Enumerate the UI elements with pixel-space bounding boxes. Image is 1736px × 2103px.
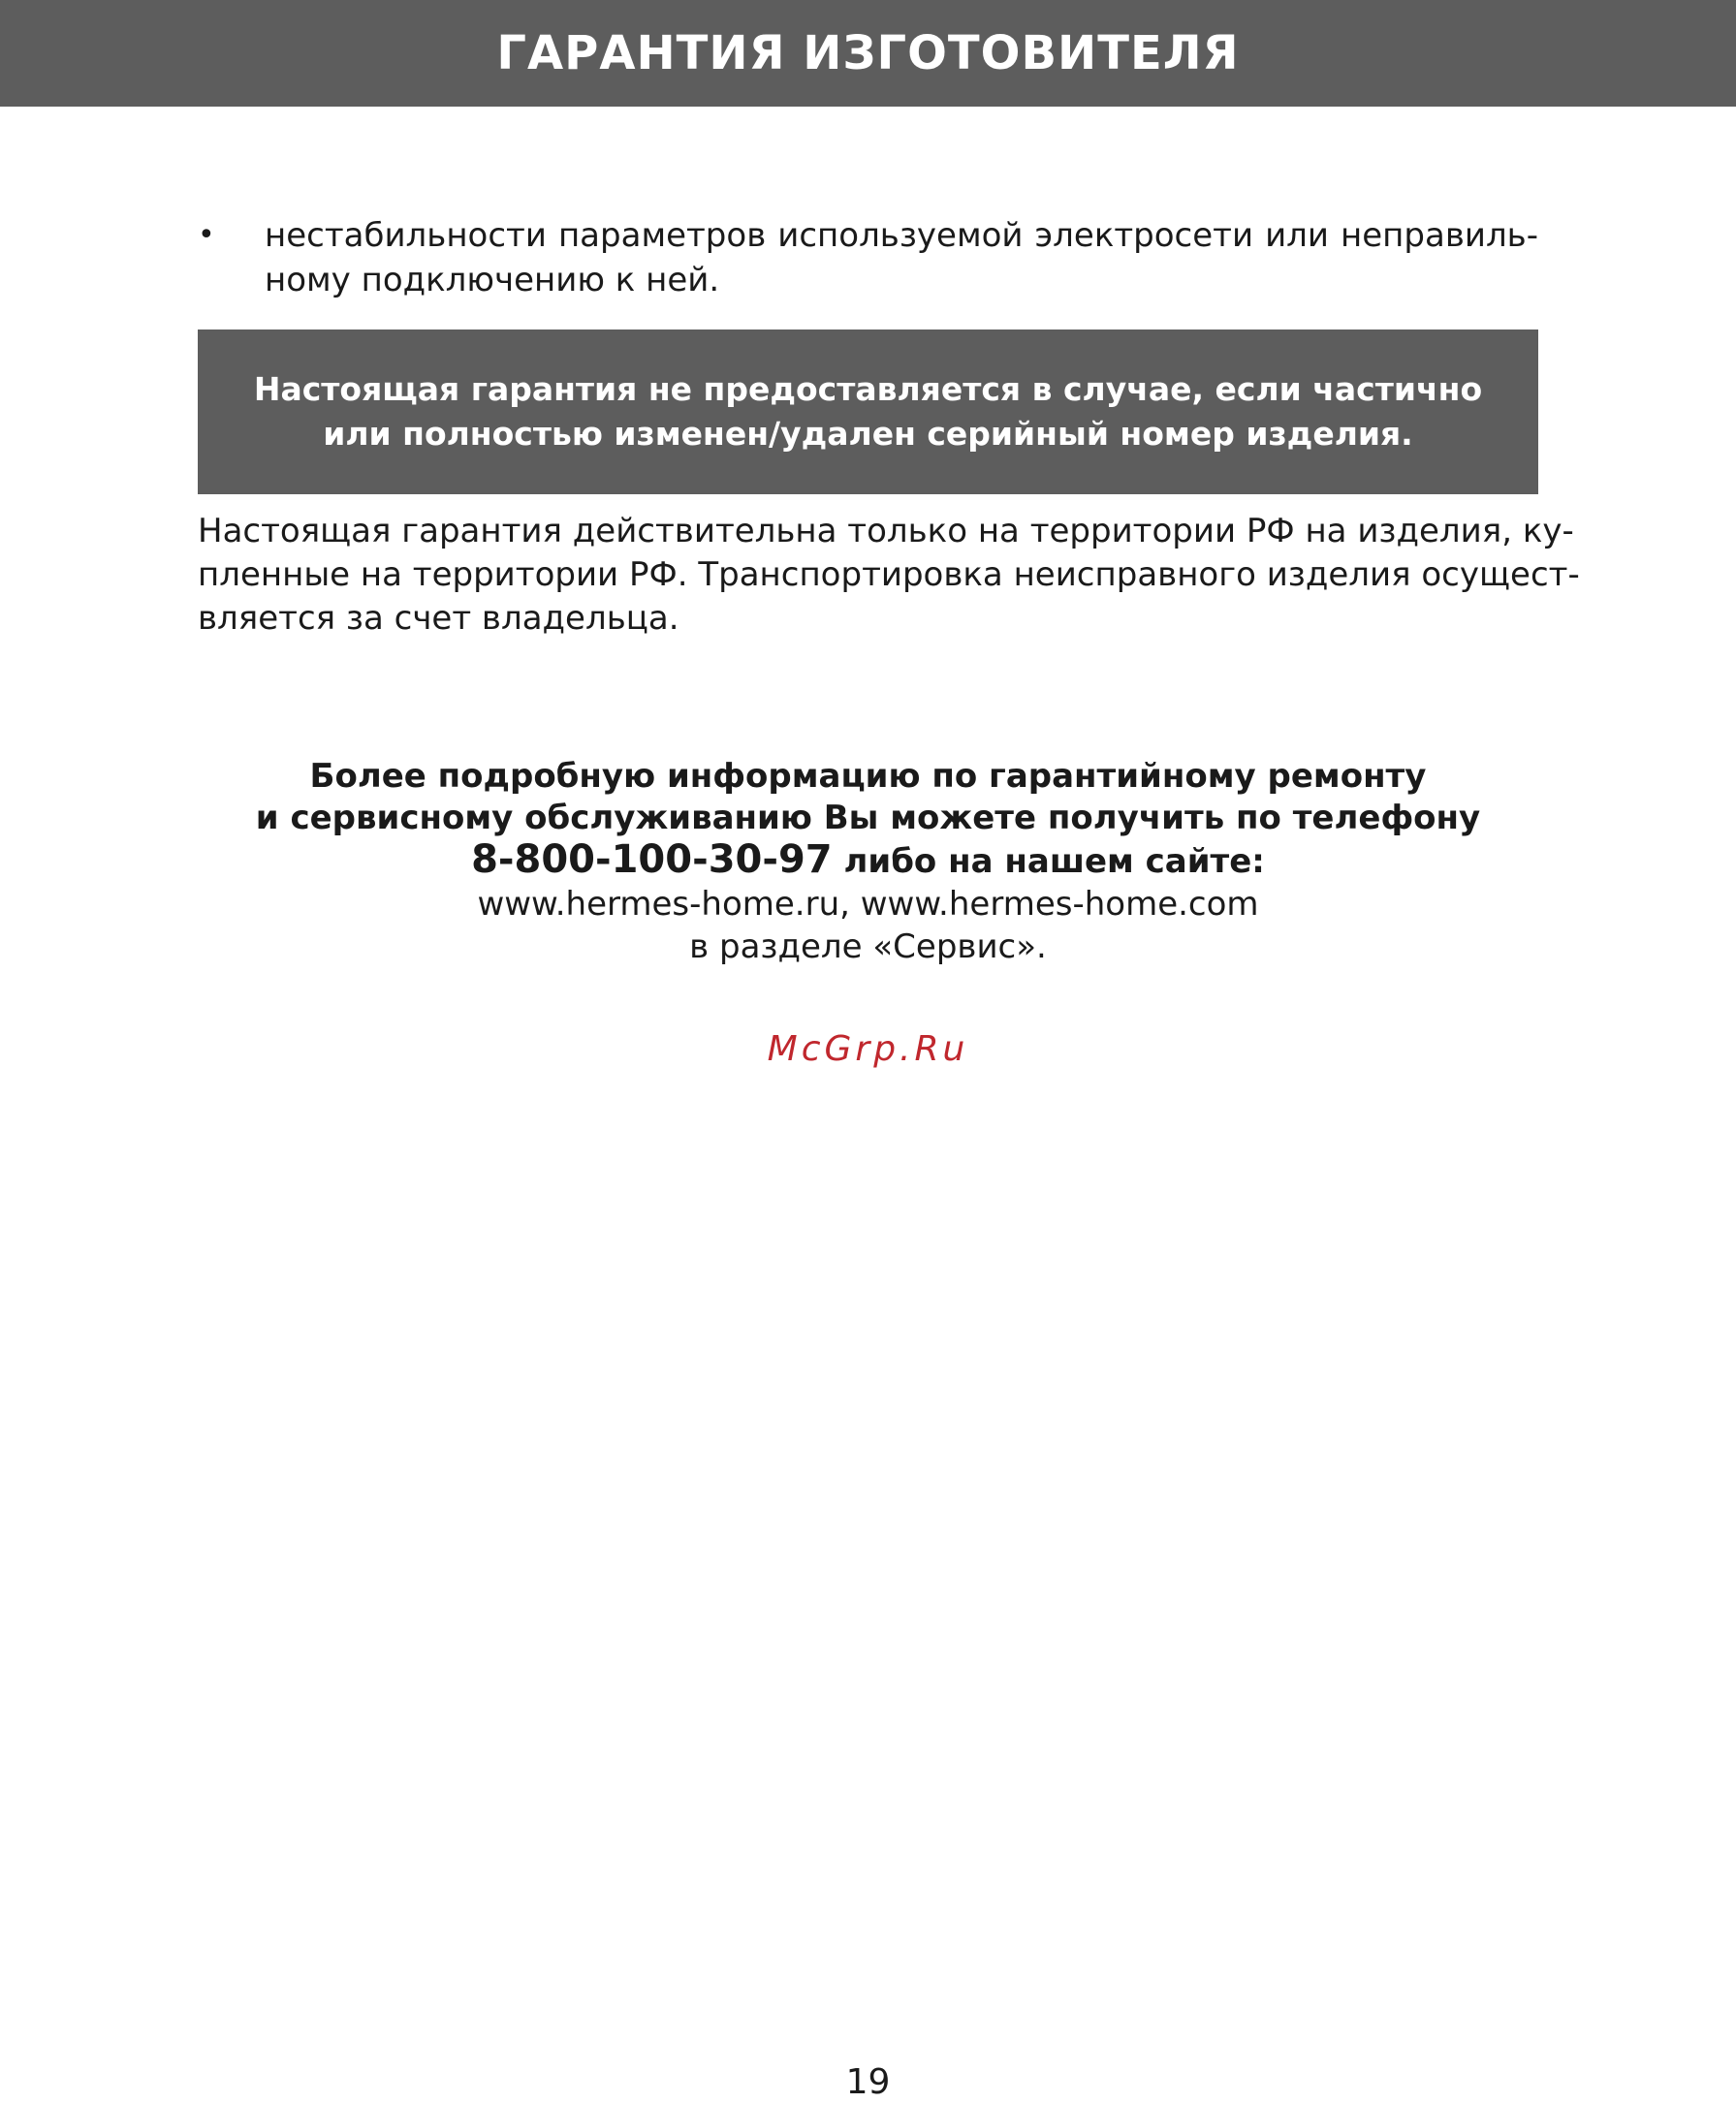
notice-line-1: Настоящая гарантия не предоставляется в случае, если частично xyxy=(253,370,1483,408)
service-info-line-2: и сервисному обслуживанию Вы можете получить по телефону xyxy=(255,799,1481,837)
service-section: в разделе «Сервис». xyxy=(689,927,1047,966)
watermark: McGrp.Ru xyxy=(767,1029,969,1069)
phone-number: 8-800-100-30-97 xyxy=(471,837,833,882)
service-info xyxy=(0,756,1736,968)
bullet-icon: • xyxy=(198,218,215,252)
websites: www.hermes-home.ru, www.hermes-home.com xyxy=(477,885,1259,924)
list-item xyxy=(198,213,1538,302)
phone-suffix: либо на нашем сайте: xyxy=(832,842,1265,881)
territory-line-1: Настоящая гарантия действительна только на территории РФ на изделия, ку- xyxy=(198,512,1574,550)
notice-box xyxy=(198,330,1538,494)
content xyxy=(198,213,1580,641)
bullet-text: нестабильности параметров используемой электросети или неправиль-ному подключению к ней. xyxy=(265,216,1538,299)
page-number: 19 xyxy=(845,2062,891,2102)
service-phone-line xyxy=(0,839,1736,883)
notice-line-2: или полностью изменен/удален серийный номер изделия. xyxy=(323,415,1413,453)
territory-line-3: вляется за счет владельца. xyxy=(198,599,679,638)
territory-paragraph xyxy=(198,510,1580,641)
territory-line-2: пленные на территории РФ. Транспортировка неисправного изделия осущест- xyxy=(198,555,1580,594)
service-info-line-1: Более подробную информацию по гарантийному ремонту xyxy=(309,757,1427,796)
page-title: ГАРАНТИЯ ИЗГОТОВИТЕЛЯ xyxy=(496,26,1240,80)
header-bar xyxy=(0,0,1736,107)
